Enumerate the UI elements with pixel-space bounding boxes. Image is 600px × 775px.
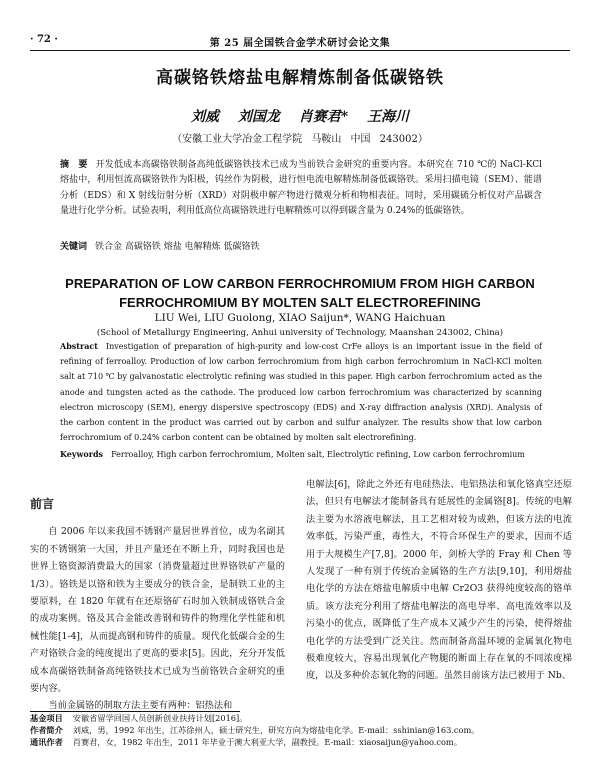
conference-title: 第 25 届全国铁合金学术研讨会论文集 [209, 38, 391, 49]
footnotes [30, 713, 570, 748]
chinese-abstract-text: 开发低成本高碳铬铁制备高纯低碳铬铁技术已成为当前铁合金研究的重要内容。本研究在 710 ℃的 NaCl-KCl 熔盐中，利用恒流高碳铬铁作为阳极，钨丝作为阴极，进行恒电流电解精炼制备低碳铬铁。采用扫描电镜（SEM）、能谱分析（EDS）和 X 射线衍射分析（XRD）对阴极申解产物进行微观分析和物相表征。同时，采用碳硫分析仪对产品碳含量进行化学分析。试验表明，利用低高位高碳铬铁进行电解精炼可以得到碳含量为 0.24%的低碳铬铁。 [60, 160, 542, 216]
english-affiliation: (School of Metallurgy Engineering, Anhui university of Technology, Maanshan 243002, China) [96, 328, 504, 338]
section-title-introduction: 前言 [30, 497, 55, 511]
footnote-fund-text: 安徽省留学回国人员创新创业扶持计划[2016]。 [72, 713, 248, 723]
footnote-author [30, 725, 570, 737]
chinese-abstract-label: 摘 要 [60, 160, 88, 170]
running-header [30, 34, 570, 48]
footnote-rule [30, 711, 240, 712]
header-rule [30, 50, 570, 51]
english-authors: LIU Wei, LIU Guolong, XIAO Saijun*, WANG Haichuan [154, 312, 446, 324]
english-abstract [60, 339, 542, 445]
footnote-author-text: 刘威，男，1992 年出生，江苏徐州人，硕士研究生，研究方向为熔盐电化学。E-mail：sshinian@163.com。 [72, 724, 480, 735]
chinese-keywords-label: 关键词 [60, 242, 88, 252]
chinese-affiliation: （安徽工业大学冶金工程学院 马鞍山 中国 243002） [172, 134, 428, 145]
footnote-corresponding-text: 肖赛君，女，1982 年出生，2011 年毕业于澳大利亚大学，副教授。E-mail：xiaosaijun@yahoo.com。 [72, 736, 462, 747]
english-title-line1: PREPARATION OF LOW CARBON FERROCHROMIUM FROM HIGH CARBON [65, 276, 535, 291]
chinese-authors: 刘威 刘国龙 肖赛君* 王海川 [191, 109, 409, 125]
english-title [0, 274, 600, 312]
chinese-title: 高碳铬铁熔盐电解精炼制备低碳铬铁 [156, 68, 444, 88]
english-keywords-label: Keywords [60, 449, 104, 459]
footnote-corresponding-label: 通讯作者 [30, 736, 63, 747]
right-paragraph-1: 电解法[6]，除此之外还有电硅热法、电铝热法和氧化铬真空还原法，但只有电解法才能制备具有延展性的金属铬[8]。传统的电解法主要为水溶液电解法，且工艺相对较为成熟，但该方法的电流效率低，污染严重，毒性大，不符合环保生产的要求，因而不适用于大规模生产[7,8]。2000 年，剑桥大学的 Fray 和 Chen 等人发现了一种有别于传统冶金属铬的生产方法[9,10]，利用熔盐电化学的方法在熔盐电解质中电解 Cr2O3 获得纯度较高的铬单质。该方法充分利用了熔盐电解法的高电导率、高电流效率以及污染小的优点，既降低了生产成本又减少产生的污染，使得熔盐电化学的方法受到广泛关注。然而制备高温环境的金属氧化物电极难度较大，容易出现氧化产物腿的断面上存在氧的不同浓度梯度，以及多种价态氧化物的问题。虽然目前该方法已被用于 Nb、 [306, 479, 572, 682]
chinese-keywords [60, 240, 542, 255]
left-paragraph-1: 自 2006 年以来我国不锈钢产量居世界首位，成为名副其实的不锈钢第一大国，并且产量还在不断上升，同时我国也是世界上铬资源消费最大的国家（消费量超过世界铬铁矿产量的 1/3）。铬铁是以铬和铁为主要成分的铁合金，是制铁工业的主要原料，在 1820 年就有在还原铬矿石时加入铁制成铬铁合金的成功案例。铬及其合金能改善钢和铸件的物理化学性能和机械性能[1-4]，从而提高钢和铸件的质量。现代化低碳合金的生产对铬铁合金的纯度提出了更高的要求[5]。因此，充分开发低成本高碳铬铁制备高纯铬铁技术已成为当前铬铁合金研究的重要内容。 [30, 526, 285, 695]
english-keywords-text: Ferroalloy, High carbon ferrochromium, Molten salt, Electrolytic refining, Low carbon ferrochromium [111, 450, 525, 459]
left-column [30, 476, 285, 715]
page-number: · 72 · [30, 34, 58, 45]
footnote-corresponding [30, 737, 570, 749]
english-title-line2: FERROCHROMIUM BY MOLTEN SALT ELECTROREFINING [119, 295, 481, 310]
footnote-fund [30, 713, 570, 725]
english-keywords [60, 447, 542, 462]
right-column [306, 476, 572, 685]
english-abstract-label: Abstract [60, 341, 98, 351]
chinese-abstract [60, 158, 542, 219]
english-abstract-text: Investigation of preparation of high-purity and low-cost CrFe alloys is an important issue in the field of refining of ferroalloy. Production of low carbon ferrochromium from high carbon ferrochromium in NaCl-KCl molten salt at 710 ℃ by galvanostatic electrolytic refining was studied in this paper. High carbon ferrochromium acted as the anode and tungsten acted as the cathode. The produced low carbon ferrochromium was characterized by scanning electron microscopy (SEM), energy dispersive spectroscopy (EDS) and X-ray diffraction analysis (XRD). Analysis of the carbon content in the product was carried out by carbon and sulfur analyzer. The results show that low carbon ferrochromium of 0.24% carbon content can be obtained by molten salt electrorefining. [60, 342, 542, 443]
left-paragraph-2: 当前金属铬的制取方法主要有两种：铝热法和 [48, 700, 233, 712]
footnote-author-label: 作者简介 [30, 724, 63, 735]
footnote-fund-label: 基金项目 [30, 713, 63, 723]
chinese-keywords-text: 铁合金 高碳铬铁 熔盐 电解精炼 低碳铬铁 [95, 242, 260, 252]
